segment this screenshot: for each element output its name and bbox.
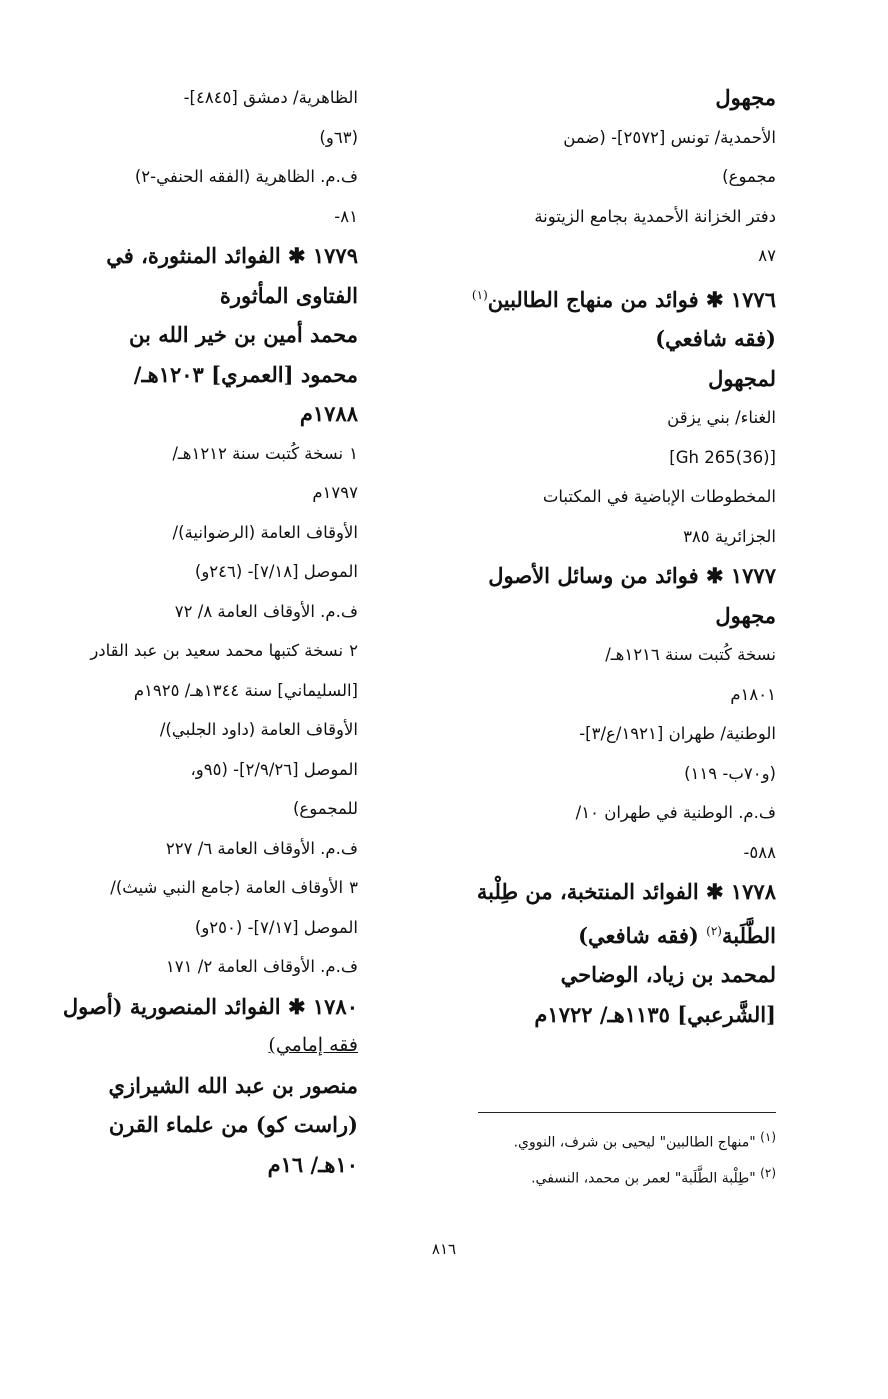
reference-line: ف.م. الأوقاف العامة ٢/ ١٧١ bbox=[165, 957, 358, 976]
subject-line: فقه إمامي) bbox=[268, 1034, 358, 1056]
copy-number: ٢ bbox=[349, 641, 358, 660]
page-number: ٨١٦ bbox=[431, 1240, 457, 1258]
author-line: [الشَّرعبي] ١١٣٥هـ/ ١٧٢٢م bbox=[534, 1001, 776, 1027]
source-line: الظاهرية/ دمشق [٤٨٤٥]- bbox=[183, 88, 358, 107]
copy-line: ١نسخة كُتبت سنة ١٢١٢هـ/ bbox=[58, 434, 358, 474]
source-line: الموصل [٧/١٨]- (٢٤٦و) bbox=[194, 562, 358, 581]
reference-line: ف.م. الظاهرية (الفقه الحنفي-٢) bbox=[134, 167, 358, 186]
copy-line: ١٧٩٧م bbox=[312, 483, 358, 502]
footnote-1: (١) "منهاج الطالبين" ليحيى بن شرف، النووي. bbox=[513, 1130, 776, 1151]
source-line: الأوقاف العامة (داود الجلبي)/ bbox=[159, 720, 358, 739]
source-line: الموصل [٧/١٧]- (٢٥٠و) bbox=[194, 917, 358, 937]
entry-1780-title: ١٧٨٠ ✱ الفوائد المنصورية (أصول bbox=[62, 993, 358, 1019]
entry-1778-title: ١٧٧٨ ✱ الفوائد المنتخبة، من طِلْبة bbox=[476, 879, 776, 904]
right-column bbox=[446, 78, 776, 1034]
source-line: للمجموع) bbox=[292, 799, 358, 818]
source-line: الموصل [٢/٩/٢٦]- (٩٥و، bbox=[190, 759, 358, 779]
copy-line: ١٨٠١م bbox=[730, 684, 776, 704]
reference-line: ف.م. الأوقاف العامة ٦/ ٢٢٧ bbox=[165, 838, 358, 858]
source-line: مجموع) bbox=[722, 167, 776, 186]
source-line: الأوقاف العامة (الرضوانية)/ bbox=[172, 522, 358, 542]
author-heading: لمجهول bbox=[708, 365, 776, 391]
copy-line: ٢نسخة كتبها محمد سعيد بن عبد القادر bbox=[58, 631, 358, 671]
left-column bbox=[58, 78, 358, 1184]
copy-number: ١ bbox=[349, 443, 358, 463]
reference-line: ٥٨٨- bbox=[743, 842, 776, 862]
copy-number: ٣ bbox=[349, 878, 358, 897]
reference-line: المخطوطات الإباضية في المكتبات bbox=[542, 487, 776, 506]
author-heading: مجهول bbox=[715, 602, 776, 628]
entry-1779-title: ١٧٧٩ ✱ الفوائد المنثورة، في bbox=[106, 243, 358, 268]
reference-line: ف.م. الأوقاف العامة ٨/ ٧٢ bbox=[174, 601, 358, 621]
footnotes bbox=[436, 1122, 776, 1193]
author-line: ١٧٨٨م bbox=[299, 401, 358, 426]
reference-line: ٨٧ bbox=[758, 246, 776, 265]
author-line: لمحمد بن زياد، الوضاحي bbox=[560, 962, 776, 987]
author-line: منصور بن عبد الله الشيرازي bbox=[108, 1072, 358, 1098]
shelfmark: [(36)Gh 265] bbox=[669, 447, 776, 467]
reference-line: ف.م. الوطنية في طهران ١٠/ bbox=[575, 803, 776, 822]
footnote-mark: (١) bbox=[471, 287, 488, 302]
source-line: الأحمدية/ تونس [٢٥٧٢]- (ضمن bbox=[563, 127, 776, 147]
entry-1777-title: ١٧٧٧ ✱ فوائد من وسائل الأصول bbox=[488, 563, 776, 588]
copy-line: ٣الأوقاف العامة (جامع النبي شيث)/ bbox=[58, 868, 358, 908]
footnote-mark: (٢) bbox=[706, 923, 722, 938]
copy-line: نسخة كُتبت سنة ١٢١٦هـ/ bbox=[605, 645, 776, 664]
source-line: (و٧٠ب- ١١٩) bbox=[684, 763, 776, 783]
author-heading: مجهول bbox=[715, 85, 776, 110]
subject-line: (فقه شافعي) bbox=[655, 326, 776, 351]
entry-1778-title-cont: الطَّلَبة$^{(٢)}$ (فقه شافعي) bbox=[578, 922, 776, 948]
entry-1776-title: ١٧٧٦ ✱ فوائد من منهاج الطالبين$^{(١)}$ bbox=[471, 286, 776, 312]
reference-line: ٨١- bbox=[334, 206, 358, 226]
author-line: محمود [العمري] ١٢٠٣هـ/ bbox=[133, 361, 358, 387]
source-line: الغناء/ بني يزقن bbox=[667, 408, 776, 427]
entry-1779-title-cont: الفتاوى المأثورة bbox=[219, 282, 358, 308]
copy-line: [السليماني] سنة ١٣٤٤هـ/ ١٩٢٥م bbox=[133, 680, 358, 700]
author-line: ١٠هـ/ ١٦م bbox=[267, 1151, 358, 1177]
source-line: (٦٣و) bbox=[319, 127, 358, 147]
footnote-2: (٢) "طِلْبة الطَّلَبة" لعمر بن محمد، النسفي. bbox=[531, 1165, 776, 1187]
reference-line: دفتر الخزانة الأحمدية بجامع الزيتونة bbox=[534, 206, 776, 226]
reference-line: الجزائرية ٣٨٥ bbox=[683, 526, 776, 546]
author-line: (راست كو) من علماء القرن bbox=[108, 1112, 358, 1137]
footnote-divider bbox=[478, 1112, 776, 1113]
source-line: الوطنية/ طهران [١٩٢١/ع/٣]- bbox=[579, 724, 776, 743]
author-line: محمد أمين بن خير الله بن bbox=[129, 322, 358, 347]
